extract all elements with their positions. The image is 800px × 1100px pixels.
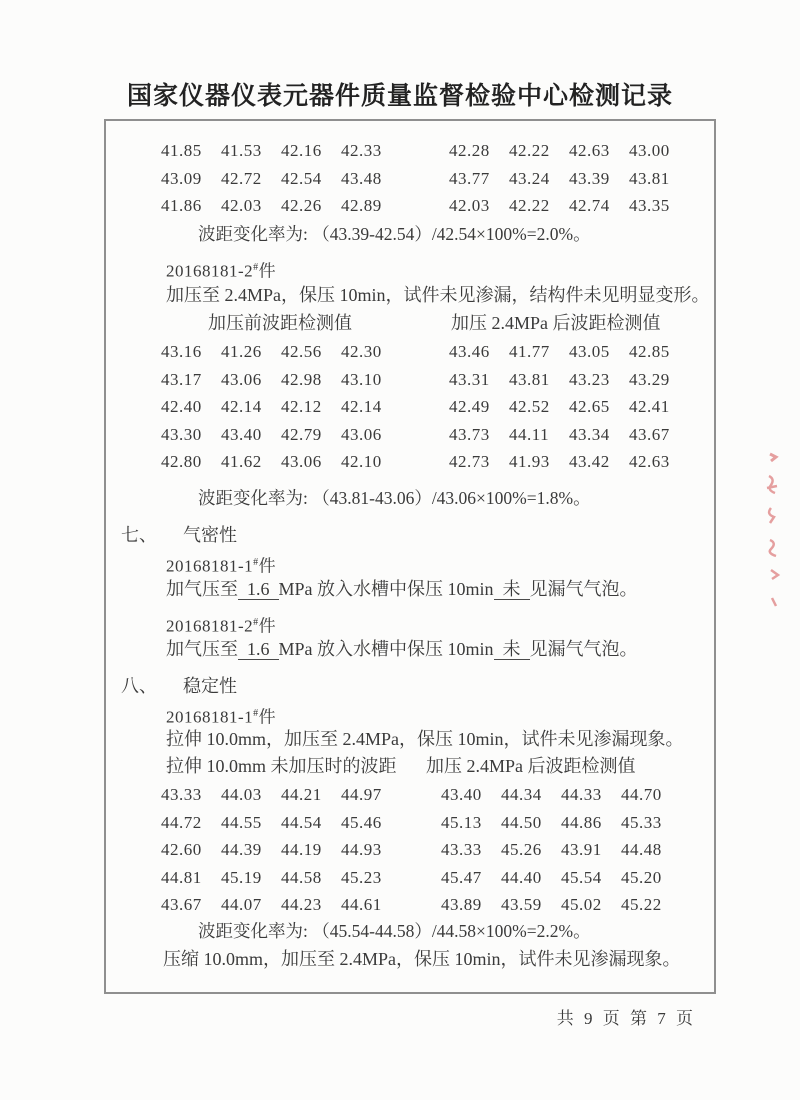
measurement-value: 42.52 xyxy=(509,397,550,416)
measurement-value: 44.86 xyxy=(561,812,602,832)
table-row xyxy=(449,137,689,165)
measurement-value: 43.34 xyxy=(569,424,610,444)
measurement-value: 43.35 xyxy=(629,196,670,215)
underlined-value: 未 xyxy=(494,579,530,600)
specimen-id-suffix: 件 xyxy=(258,556,277,576)
table-row xyxy=(161,165,401,193)
condition-text: 见漏气气泡。 xyxy=(529,579,638,599)
measurement-value: 42.65 xyxy=(569,397,610,416)
table-row xyxy=(441,864,681,892)
measurement-value: 45.23 xyxy=(341,867,382,887)
measurement-value: 44.40 xyxy=(501,867,542,887)
measurement-value: 42.73 xyxy=(449,452,490,471)
measurement-value: 42.49 xyxy=(449,397,490,416)
measurement-value: 42.26 xyxy=(281,196,322,215)
measurement-value: 43.05 xyxy=(569,342,610,361)
measurement-value: 43.91 xyxy=(561,840,602,859)
specimen-id-suffix: 件 xyxy=(258,707,277,727)
measurement-value: 42.98 xyxy=(281,369,322,389)
table-row xyxy=(161,891,401,919)
measurement-value: 42.10 xyxy=(341,452,382,471)
measurement-value: 43.67 xyxy=(629,424,670,444)
measurement-value: 44.21 xyxy=(281,785,322,804)
table-row xyxy=(161,448,401,476)
measurement-value: 45.13 xyxy=(441,812,482,832)
superscript-mark: # xyxy=(253,262,259,273)
measurement-value: 45.20 xyxy=(621,867,662,887)
rate-line-3: 波距变化率为: （45.54-44.58）/44.58×100%=2.2%。 xyxy=(198,921,591,941)
measurement-value: 43.29 xyxy=(629,369,670,389)
specimen-id-base: 20168181-2 xyxy=(166,616,254,636)
table-row xyxy=(449,165,689,193)
table-row xyxy=(449,192,689,220)
measurement-value: 43.17 xyxy=(161,369,202,389)
measurement-value: 44.11 xyxy=(509,424,550,444)
measurement-value: 44.34 xyxy=(501,785,542,804)
table-row xyxy=(161,836,401,864)
condition-line-airtight-2 xyxy=(166,636,638,663)
measurement-value: 43.23 xyxy=(569,369,610,389)
measurement-value: 45.19 xyxy=(221,867,262,887)
measurement-value: 42.41 xyxy=(629,397,670,416)
table-row xyxy=(441,836,681,864)
document-border xyxy=(104,119,716,994)
measurement-value: 43.09 xyxy=(161,168,202,188)
page-footer: 共 9 页 第 7 页 xyxy=(556,1009,696,1028)
red-ink-marks xyxy=(756,448,786,618)
table-row xyxy=(449,448,689,476)
measurement-value: 42.03 xyxy=(449,196,490,215)
measurement-value: 43.30 xyxy=(161,424,202,444)
underlined-value: 1.6 xyxy=(238,639,279,660)
measurement-value: 42.03 xyxy=(221,196,262,215)
table-row xyxy=(161,338,401,366)
specimen-id-base: 20168181-2 xyxy=(166,261,254,281)
measurement-value: 44.48 xyxy=(621,840,662,859)
table-row xyxy=(161,366,401,394)
measurement-value: 42.14 xyxy=(221,397,262,416)
measurement-value: 43.06 xyxy=(281,452,322,471)
measurement-value: 43.42 xyxy=(569,452,610,471)
page-title: 国家仪器仪表元器件质量监督检验中心检测记录 xyxy=(126,83,673,110)
measurement-value: 45.47 xyxy=(441,867,482,887)
measurement-value: 44.93 xyxy=(341,840,382,859)
specimen-id-base: 20168181-1 xyxy=(166,556,254,576)
table-row xyxy=(441,891,681,919)
condition-text: MPa 放入水槽中保压 10min xyxy=(278,579,494,599)
measurement-table-before-2 xyxy=(161,338,401,476)
measurement-value: 44.58 xyxy=(281,867,322,887)
table-row xyxy=(441,809,681,837)
measurement-value: 45.54 xyxy=(561,867,602,887)
measurement-value: 43.40 xyxy=(441,785,482,804)
measurement-value: 42.22 xyxy=(509,141,550,160)
condition-line-airtight-1 xyxy=(166,576,638,603)
measurement-value: 43.67 xyxy=(161,895,202,914)
measurement-table-after-3 xyxy=(441,781,681,919)
condition-line-stretch: 拉伸 10.0mm，加压至 2.4MPa，保压 10min，试件未见渗漏现象。 xyxy=(166,729,684,749)
measurement-value: 44.33 xyxy=(561,785,602,804)
measurement-value: 41.62 xyxy=(221,452,262,471)
measurement-value: 42.16 xyxy=(281,141,322,160)
measurement-value: 44.81 xyxy=(161,867,202,887)
measurement-value: 42.80 xyxy=(161,452,202,471)
table-header-before-2: 加压前波距检测值 xyxy=(208,313,352,333)
specimen-id-pressure-2 xyxy=(166,254,276,285)
table-row xyxy=(161,192,401,220)
measurement-value: 44.39 xyxy=(221,840,262,859)
section-heading-stability xyxy=(121,673,237,700)
section-number: 七、 xyxy=(121,525,157,545)
measurement-value: 43.31 xyxy=(449,369,490,389)
measurement-value: 43.77 xyxy=(449,168,490,188)
measurement-value: 43.81 xyxy=(509,369,550,389)
measurement-value: 42.33 xyxy=(341,141,382,160)
measurement-value: 41.93 xyxy=(509,452,550,471)
table-row xyxy=(161,809,401,837)
measurement-value: 45.22 xyxy=(621,895,662,914)
measurement-value: 45.02 xyxy=(561,895,602,914)
table-row xyxy=(161,421,401,449)
measurement-value: 44.70 xyxy=(621,785,662,804)
measurement-value: 43.06 xyxy=(221,369,262,389)
condition-line-compress: 压缩 10.0mm，加压至 2.4MPa，保压 10min，试件未见渗漏现象。 xyxy=(163,949,681,969)
measurement-value: 44.03 xyxy=(221,785,262,804)
measurement-value: 43.10 xyxy=(341,369,382,389)
underlined-value: 1.6 xyxy=(238,579,279,600)
specimen-id-base: 20168181-1 xyxy=(166,707,254,727)
measurement-value: 44.97 xyxy=(341,785,382,804)
measurement-value: 41.77 xyxy=(509,342,550,361)
measurement-value: 43.73 xyxy=(449,424,490,444)
table-header-after-stretch: 加压 2.4MPa 后波距检测值 xyxy=(426,756,636,776)
measurement-value: 45.26 xyxy=(501,840,542,859)
table-row xyxy=(449,393,689,421)
measurement-value: 42.14 xyxy=(341,397,382,416)
measurement-table-after-2 xyxy=(449,338,689,476)
measurement-value: 42.72 xyxy=(221,168,262,188)
measurement-value: 42.22 xyxy=(509,196,550,215)
superscript-mark: # xyxy=(253,617,259,628)
condition-text: 加气压至 xyxy=(166,579,238,599)
measurement-table-before-1 xyxy=(161,137,401,220)
measurement-value: 42.30 xyxy=(341,342,382,361)
measurement-value: 45.46 xyxy=(341,812,382,832)
measurement-value: 43.81 xyxy=(629,168,670,188)
measurement-value: 44.50 xyxy=(501,812,542,832)
measurement-value: 45.33 xyxy=(621,812,662,832)
specimen-id-suffix: 件 xyxy=(258,261,277,281)
measurement-value: 42.89 xyxy=(341,196,382,215)
measurement-value: 44.55 xyxy=(221,812,262,832)
measurement-value: 42.79 xyxy=(281,424,322,444)
measurement-value: 42.74 xyxy=(569,196,610,215)
table-row xyxy=(449,338,689,366)
measurement-value: 43.46 xyxy=(449,342,490,361)
measurement-value: 42.63 xyxy=(629,452,670,471)
measurement-value: 41.86 xyxy=(161,196,202,215)
table-row xyxy=(161,781,401,809)
measurement-value: 42.56 xyxy=(281,342,322,361)
measurement-value: 44.72 xyxy=(161,812,202,832)
measurement-table-after-1 xyxy=(449,137,689,220)
table-row xyxy=(161,864,401,892)
condition-line-pressure-2: 加压至 2.4MPa，保压 10min，试件未见渗漏，结构件未见明显变形。 xyxy=(166,285,710,305)
measurement-value: 44.07 xyxy=(221,895,262,914)
measurement-value: 42.28 xyxy=(449,141,490,160)
measurement-value: 42.85 xyxy=(629,342,670,361)
measurement-value: 43.33 xyxy=(161,785,202,804)
measurement-value: 43.06 xyxy=(341,424,382,444)
table-header-stretch: 拉伸 10.0mm 未加压时的波距 xyxy=(166,756,397,776)
measurement-table-before-3 xyxy=(161,781,401,919)
measurement-value: 43.59 xyxy=(501,895,542,914)
table-row xyxy=(161,393,401,421)
measurement-value: 42.63 xyxy=(569,141,610,160)
section-title: 气密性 xyxy=(183,525,237,545)
rate-line-1: 波距变化率为: （43.39-42.54）/42.54×100%=2.0%。 xyxy=(198,224,591,244)
table-row xyxy=(449,421,689,449)
table-row xyxy=(441,781,681,809)
table-row xyxy=(161,137,401,165)
measurement-value: 43.16 xyxy=(161,342,202,361)
measurement-value: 41.53 xyxy=(221,141,262,160)
underlined-value: 未 xyxy=(494,639,530,660)
measurement-value: 43.00 xyxy=(629,141,670,160)
measurement-value: 43.39 xyxy=(569,168,610,188)
measurement-value: 43.89 xyxy=(441,895,482,914)
measurement-value: 44.19 xyxy=(281,840,322,859)
measurement-value: 43.24 xyxy=(509,168,550,188)
measurement-value: 44.54 xyxy=(281,812,322,832)
measurement-value: 44.23 xyxy=(281,895,322,914)
measurement-value: 43.48 xyxy=(341,168,382,188)
measurement-value: 41.85 xyxy=(161,141,202,160)
measurement-value: 42.60 xyxy=(161,840,202,859)
condition-text: 加气压至 xyxy=(166,639,238,659)
section-number: 八、 xyxy=(121,676,157,696)
section-heading-airtight xyxy=(121,522,237,549)
condition-text: 见漏气气泡。 xyxy=(529,639,638,659)
table-header-after-2: 加压 2.4MPa 后波距检测值 xyxy=(451,313,661,333)
measurement-value: 44.61 xyxy=(341,895,382,914)
superscript-mark: # xyxy=(253,708,259,719)
measurement-value: 41.26 xyxy=(221,342,262,361)
superscript-mark: # xyxy=(253,557,259,568)
measurement-value: 42.40 xyxy=(161,397,202,416)
measurement-value: 43.40 xyxy=(221,424,262,444)
rate-line-2: 波距变化率为: （43.81-43.06）/43.06×100%=1.8%。 xyxy=(198,488,591,508)
measurement-value: 42.54 xyxy=(281,168,322,188)
measurement-value: 43.33 xyxy=(441,840,482,859)
table-row xyxy=(449,366,689,394)
specimen-id-suffix: 件 xyxy=(258,616,277,636)
section-title: 稳定性 xyxy=(183,676,237,696)
measurement-value: 42.12 xyxy=(281,397,322,416)
condition-text: MPa 放入水槽中保压 10min xyxy=(278,639,494,659)
